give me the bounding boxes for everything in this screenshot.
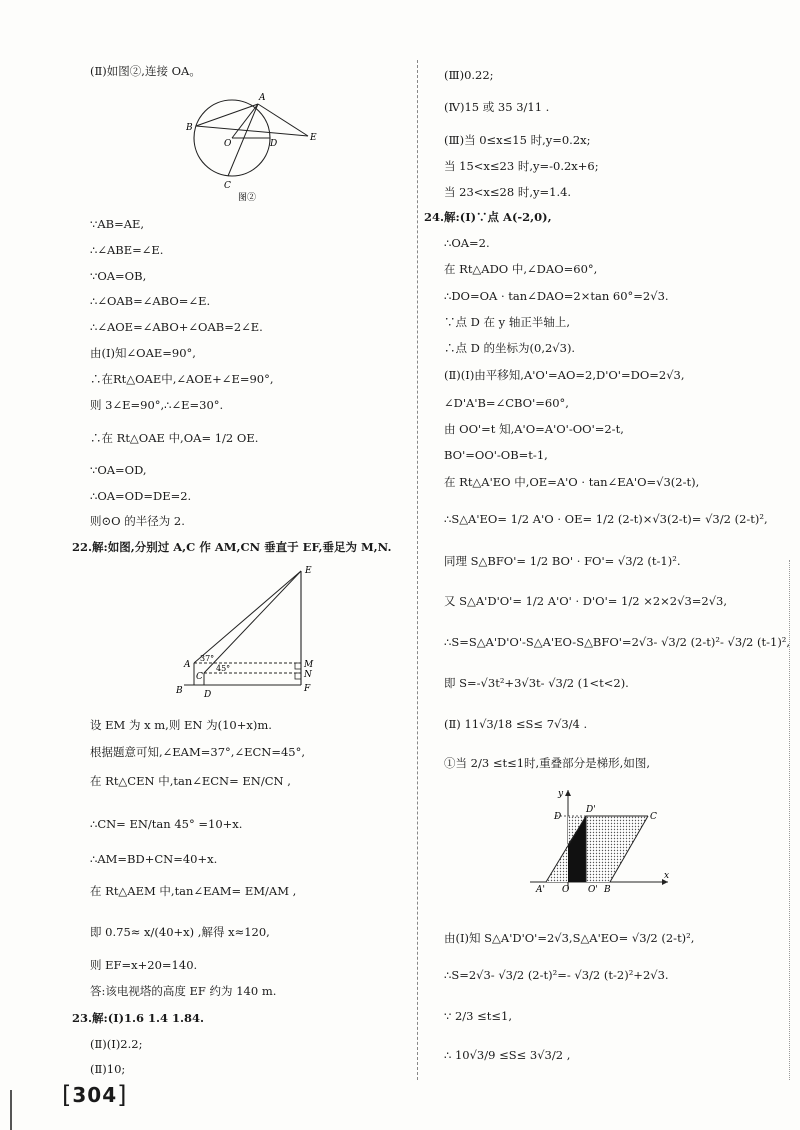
figure-tower: [176, 563, 326, 703]
circle-caption: 图②: [238, 193, 257, 203]
tower-label-a: A: [184, 660, 191, 670]
page-number: [304]: [62, 1081, 128, 1109]
figure-circle: [186, 88, 326, 208]
graph-label-b: B: [604, 885, 611, 895]
tower-label-c: C: [196, 672, 203, 682]
binding-edge: [10, 1090, 12, 1130]
problem-24-header: 24.解:(Ⅰ)∵点 A(-2,0),: [424, 210, 552, 224]
problem-23-header: 23.解:(Ⅰ)1.6 1.4 1.84.: [72, 1011, 205, 1025]
text-line: (Ⅱ)(Ⅰ)2.2;: [90, 1037, 143, 1051]
graph-label-y: y: [558, 789, 564, 799]
text-line: (Ⅱ)(Ⅰ)由平移知,A'O'=AO=2,D'O'=DO=2√3,: [444, 368, 685, 382]
text-line: ∴S=S△A'D'O'-S△A'EO-S△BFO'=2√3- √3/2 (2-t)²- √3/2 (t-1)²,: [444, 635, 791, 649]
text-line: ∴点 D 的坐标为(0,2√3).: [444, 341, 576, 355]
tower-label-e: E: [305, 566, 312, 576]
circle-label-e: E: [310, 133, 317, 143]
text-line: 同理 S△BFO'= 1/2 BO' · FO'= √3/2 (t-1)².: [444, 554, 681, 568]
circle-label-a: A: [259, 93, 266, 103]
text-line: ∴在Rt△OAE中,∠AOE+∠E=90°,: [90, 372, 274, 386]
text-line: 在 Rt△CEN 中,tan∠ECN= EN/CN ,: [90, 774, 291, 788]
graph-label-x: x: [664, 871, 670, 881]
text-line: 则⊙O 的半径为 2.: [90, 514, 185, 528]
text-line: 当 23<x≤28 时,y=1.4.: [444, 185, 572, 199]
text-line: ∠D'A'B=∠CBO'=60°,: [444, 396, 569, 410]
text-line: 在 Rt△ADO 中,∠DAO=60°,: [444, 262, 598, 276]
text-line: 由 OO'=t 知,A'O=A'O'-OO'=2-t,: [444, 422, 624, 436]
text-line: ∴∠OAB=∠ABO=∠E.: [90, 294, 211, 308]
text-line: ∴AM=BD+CN=40+x.: [90, 852, 218, 866]
text-line: ∵OA=OB,: [90, 269, 147, 283]
text-line: BO'=OO'-OB=t-1,: [444, 448, 548, 462]
text-line: (Ⅲ)当 0≤x≤15 时,y=0.2x;: [444, 133, 591, 147]
text-line: 设 EM 为 x m,则 EN 为(10+x)m.: [90, 718, 272, 732]
text-line: ∴DO=OA · tan∠DAO=2×tan 60°=2√3.: [444, 289, 669, 303]
tower-label-f: F: [304, 684, 311, 694]
text-line: 则 EF=x+20=140.: [90, 958, 198, 972]
text-line: 由(Ⅰ)知∠OAE=90°,: [90, 346, 196, 360]
text-line: 根据题意可知,∠EAM=37°,∠ECN=45°,: [90, 745, 306, 759]
column-divider: [417, 60, 418, 1080]
graph-label-a-prime: A': [536, 885, 545, 895]
angle-37-label: 37°: [200, 654, 215, 663]
text-line: ∴S△A'EO= 1/2 A'O · OE= 1/2 (2-t)×√3(2-t)= √3/2 (2-t)²,: [444, 512, 768, 526]
text-line: 当 15<x≤23 时,y=-0.2x+6;: [444, 159, 599, 173]
graph-label-d-prime: D': [586, 805, 596, 815]
text-line: 在 Rt△AEM 中,tan∠EAM= EM/AM ,: [90, 884, 297, 898]
circle-label-b: B: [186, 123, 193, 133]
angle-45-label: 45°: [216, 664, 231, 673]
text-line: (Ⅳ)15 或 35 3/11 .: [444, 100, 550, 114]
text-line: 在 Rt△A'EO 中,OE=A'O · tan∠EA'O=√3(2-t),: [444, 475, 700, 489]
text-line: (Ⅱ) 11√3/18 ≤S≤ 7√3/4 .: [444, 717, 588, 731]
text-line: 由(Ⅰ)知 S△A'D'O'=2√3,S△A'EO= √3/2 (2-t)²,: [444, 931, 695, 945]
problem-22-header: 22.解:如图,分别过 A,C 作 AM,CN 垂直于 EF,垂足为 M,N.: [72, 540, 392, 554]
graph-label-o: O: [562, 885, 570, 895]
text-line: 则 3∠E=90°,∴∠E=30°.: [90, 398, 224, 412]
text-line: 即 0.75≈ x/(40+x) ,解得 x≈120,: [90, 925, 270, 939]
text-line: ∴ 10√3/9 ≤S≤ 3√3/2 ,: [444, 1048, 571, 1062]
tower-label-n: N: [304, 670, 312, 680]
text-line: 即 S=-√3t²+3√3t- √3/2 (1<t<2).: [444, 676, 629, 690]
tower-label-d: D: [204, 690, 212, 700]
text-line: ∵OA=OD,: [90, 463, 147, 477]
circle-label-c: C: [224, 181, 231, 191]
tower-label-m: M: [304, 660, 314, 670]
text-line: ∴S=2√3- √3/2 (2-t)²=- √3/2 (t-2)²+2√3.: [444, 968, 669, 982]
text-line: (Ⅲ)0.22;: [444, 68, 494, 82]
text-line: (Ⅱ)10;: [90, 1062, 126, 1076]
text-line: (Ⅱ)如图②,连接 OA。: [90, 64, 201, 78]
graph-label-c: C: [650, 812, 657, 822]
text-line: ①当 2/3 ≤t≤1时,重叠部分是梯形,如图,: [444, 756, 650, 770]
text-line: ∵ 2/3 ≤t≤1,: [444, 1009, 513, 1023]
text-line: ∴∠ABE=∠E.: [90, 243, 164, 257]
circle-label-o: O: [224, 139, 232, 149]
text-line: 又 S△A'D'O'= 1/2 A'O' · D'O'= 1/2 ×2×2√3=2√3,: [444, 594, 728, 608]
graph-label-o-prime: O': [588, 885, 598, 895]
circle-label-d: D: [270, 139, 278, 149]
text-line: ∵点 D 在 y 轴正半轴上,: [444, 315, 570, 329]
text-line: ∴OA=OD=DE=2.: [90, 489, 192, 503]
graph-label-d: D: [554, 812, 562, 822]
text-line: ∴CN= EN/tan 45° =10+x.: [90, 817, 243, 831]
figure-graph: [526, 786, 676, 896]
tower-label-b: B: [176, 686, 183, 696]
text-line: ∵AB=AE,: [90, 217, 145, 231]
scan-edge-marks: [789, 560, 798, 1080]
text-line: ∴在 Rt△OAE 中,OA= 1/2 OE.: [90, 431, 259, 445]
text-line: ∴∠AOE=∠ABO+∠OAB=2∠E.: [90, 320, 263, 334]
text-line: ∴OA=2.: [444, 236, 490, 250]
text-line: 答:该电视塔的高度 EF 约为 140 m.: [90, 984, 277, 998]
